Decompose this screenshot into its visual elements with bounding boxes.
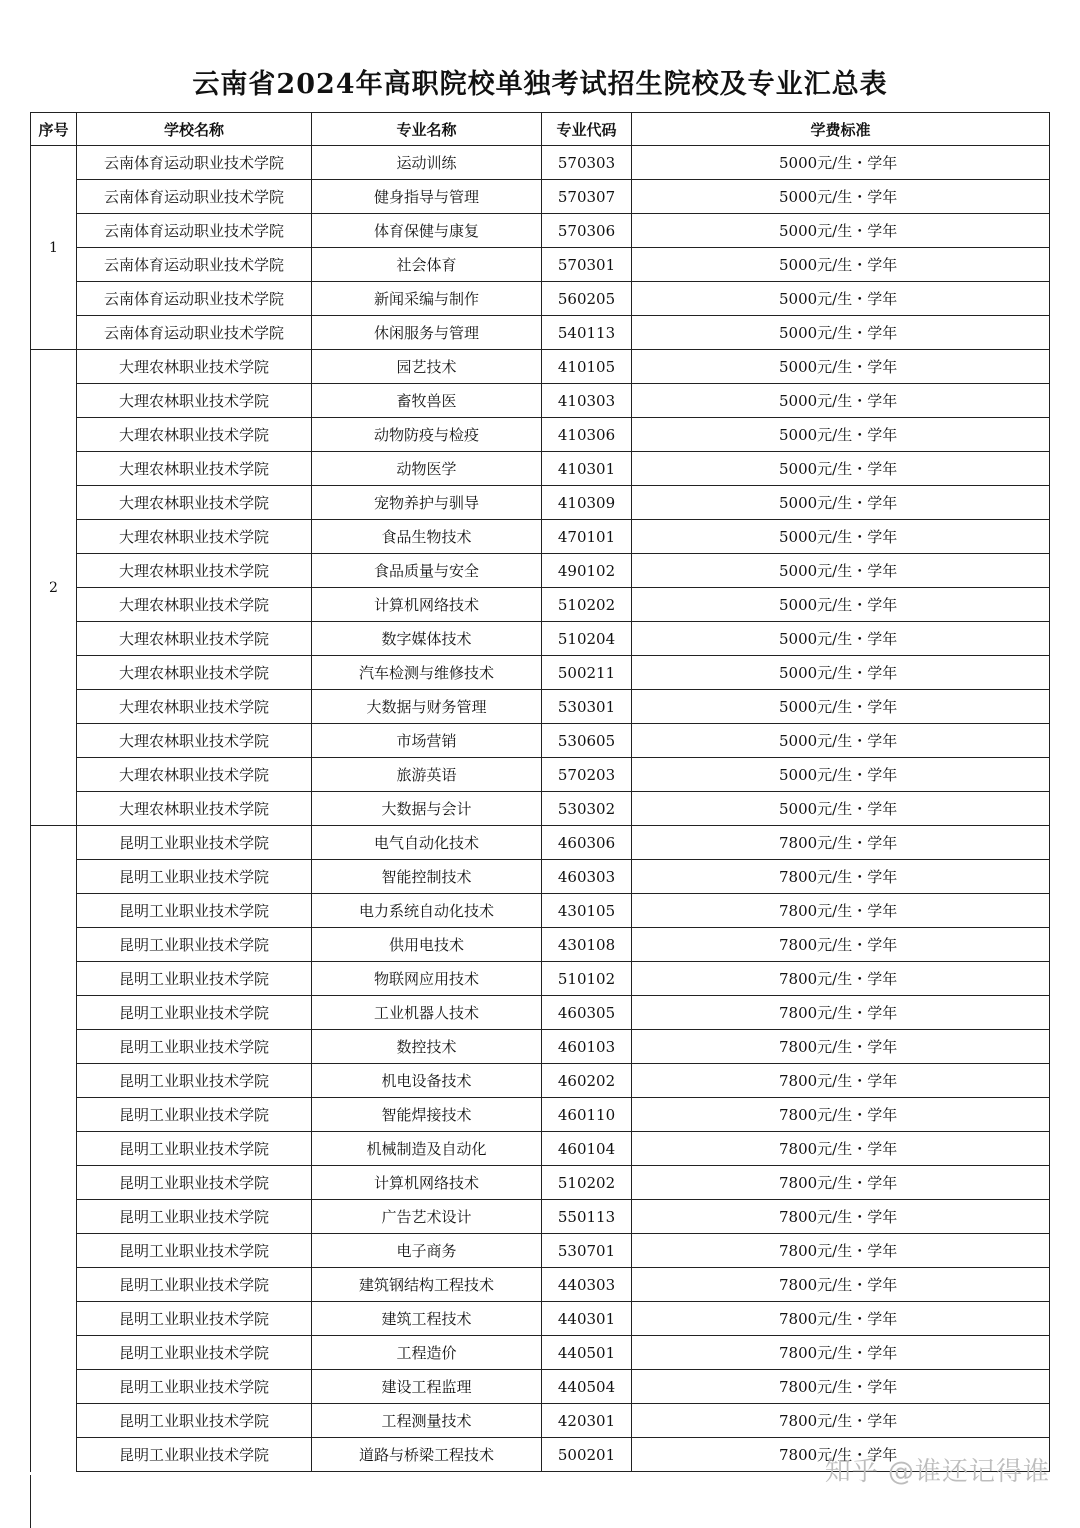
table-row: [31, 962, 1050, 996]
table-row: [31, 214, 1050, 248]
major-cell: 园艺技术: [312, 350, 542, 384]
code-cell: 430108: [542, 928, 632, 962]
school-cell: 大理农林职业技术学院: [77, 622, 312, 656]
table-row: [31, 452, 1050, 486]
table-row: [31, 1200, 1050, 1234]
school-cell: 昆明工业职业技术学院: [77, 1234, 312, 1268]
table-body: [31, 146, 1050, 1472]
fee-cell: 7800元/生・学年: [632, 1370, 1050, 1404]
code-cell: 510204: [542, 622, 632, 656]
school-cell: 大理农林职业技术学院: [77, 520, 312, 554]
fee-cell: 5000元/生・学年: [632, 486, 1050, 520]
fee-cell: 5000元/生・学年: [632, 180, 1050, 214]
school-cell: 昆明工业职业技术学院: [77, 1336, 312, 1370]
major-cell: 宠物养护与驯导: [312, 486, 542, 520]
table-row: [31, 554, 1050, 588]
major-cell: 计算机网络技术: [312, 588, 542, 622]
code-cell: 440303: [542, 1268, 632, 1302]
school-cell: 大理农林职业技术学院: [77, 690, 312, 724]
major-cell: 智能控制技术: [312, 860, 542, 894]
fee-cell: 5000元/生・学年: [632, 792, 1050, 826]
table-row: [31, 418, 1050, 452]
seq-cell: 2: [31, 350, 77, 826]
code-cell: 410303: [542, 384, 632, 418]
fee-cell: 5000元/生・学年: [632, 282, 1050, 316]
fee-cell: 5000元/生・学年: [632, 554, 1050, 588]
code-cell: 460103: [542, 1030, 632, 1064]
code-cell: 460305: [542, 996, 632, 1030]
table-row: [31, 350, 1050, 384]
fee-cell: 5000元/生・学年: [632, 418, 1050, 452]
school-cell: 昆明工业职业技术学院: [77, 996, 312, 1030]
table-row: [31, 656, 1050, 690]
fee-cell: 7800元/生・学年: [632, 1166, 1050, 1200]
table-row: [31, 282, 1050, 316]
school-cell: 大理农林职业技术学院: [77, 656, 312, 690]
code-cell: 500211: [542, 656, 632, 690]
code-cell: 570203: [542, 758, 632, 792]
major-cell: 机电设备技术: [312, 1064, 542, 1098]
table-row: [31, 1336, 1050, 1370]
school-cell: 大理农林职业技术学院: [77, 452, 312, 486]
major-cell: 大数据与财务管理: [312, 690, 542, 724]
fee-cell: 5000元/生・学年: [632, 316, 1050, 350]
code-cell: 560205: [542, 282, 632, 316]
code-cell: 570306: [542, 214, 632, 248]
school-cell: 昆明工业职业技术学院: [77, 1200, 312, 1234]
major-cell: 机械制造及自动化: [312, 1132, 542, 1166]
school-cell: 大理农林职业技术学院: [77, 724, 312, 758]
major-cell: 食品质量与安全: [312, 554, 542, 588]
code-cell: 510202: [542, 588, 632, 622]
school-cell: 大理农林职业技术学院: [77, 588, 312, 622]
table-row: [31, 758, 1050, 792]
school-cell: 云南体育运动职业技术学院: [77, 248, 312, 282]
major-cell: 健身指导与管理: [312, 180, 542, 214]
table-row: [31, 1268, 1050, 1302]
school-cell: 昆明工业职业技术学院: [77, 1268, 312, 1302]
code-cell: 570303: [542, 146, 632, 180]
code-cell: 490102: [542, 554, 632, 588]
code-cell: 460110: [542, 1098, 632, 1132]
code-cell: 430105: [542, 894, 632, 928]
major-cell: 建筑工程技术: [312, 1302, 542, 1336]
school-cell: 昆明工业职业技术学院: [77, 1064, 312, 1098]
major-cell: 电气自动化技术: [312, 826, 542, 860]
fee-cell: 7800元/生・学年: [632, 1200, 1050, 1234]
table-row: [31, 1302, 1050, 1336]
watermark: 知乎 @谁还记得谁: [824, 1457, 1050, 1487]
fee-cell: 7800元/生・学年: [632, 1336, 1050, 1370]
header-seq: 序号: [31, 113, 77, 146]
table-row: [31, 894, 1050, 928]
code-cell: 510102: [542, 962, 632, 996]
school-cell: 昆明工业职业技术学院: [77, 1438, 312, 1472]
major-cell: 智能焊接技术: [312, 1098, 542, 1132]
table-row: [31, 1030, 1050, 1064]
fee-cell: 5000元/生・学年: [632, 248, 1050, 282]
table-row: [31, 826, 1050, 860]
school-cell: 昆明工业职业技术学院: [77, 962, 312, 996]
fee-cell: 7800元/生・学年: [632, 1098, 1050, 1132]
table-row: [31, 1370, 1050, 1404]
school-cell: 昆明工业职业技术学院: [77, 1098, 312, 1132]
fee-cell: 7800元/生・学年: [632, 1234, 1050, 1268]
table-row: [31, 588, 1050, 622]
school-cell: 大理农林职业技术学院: [77, 486, 312, 520]
major-cell: 广告艺术设计: [312, 1200, 542, 1234]
major-cell: 体育保健与康复: [312, 214, 542, 248]
major-cell: 计算机网络技术: [312, 1166, 542, 1200]
code-cell: 460104: [542, 1132, 632, 1166]
code-cell: 530605: [542, 724, 632, 758]
major-cell: 道路与桥梁工程技术: [312, 1438, 542, 1472]
code-cell: 440501: [542, 1336, 632, 1370]
school-cell: 昆明工业职业技术学院: [77, 1404, 312, 1438]
code-cell: 440504: [542, 1370, 632, 1404]
major-cell: 数字媒体技术: [312, 622, 542, 656]
table-header-row: [31, 113, 1050, 146]
table-row: [31, 146, 1050, 180]
school-cell: 昆明工业职业技术学院: [77, 1302, 312, 1336]
school-cell: 云南体育运动职业技术学院: [77, 180, 312, 214]
header-fee: 学费标准: [632, 113, 1050, 146]
fee-cell: 5000元/生・学年: [632, 146, 1050, 180]
fee-cell: 5000元/生・学年: [632, 452, 1050, 486]
major-cell: 大数据与会计: [312, 792, 542, 826]
seq-cell: [31, 826, 77, 1472]
fee-cell: 7800元/生・学年: [632, 1438, 1050, 1472]
code-cell: 570307: [542, 180, 632, 214]
code-cell: 460306: [542, 826, 632, 860]
major-cell: 工程造价: [312, 1336, 542, 1370]
school-cell: 大理农林职业技术学院: [77, 554, 312, 588]
admissions-table: [30, 112, 1050, 1472]
major-cell: 建筑钢结构工程技术: [312, 1268, 542, 1302]
code-cell: 410306: [542, 418, 632, 452]
table-row: [31, 724, 1050, 758]
code-cell: 540113: [542, 316, 632, 350]
table-row: [31, 520, 1050, 554]
fee-cell: 7800元/生・学年: [632, 894, 1050, 928]
fee-cell: 5000元/生・学年: [632, 520, 1050, 554]
school-cell: 昆明工业职业技术学院: [77, 894, 312, 928]
fee-cell: 7800元/生・学年: [632, 1030, 1050, 1064]
page-title: 云南省2024年高职院校单独考试招生院校及专业汇总表: [192, 69, 888, 100]
table-row: [31, 928, 1050, 962]
header-school: 学校名称: [77, 113, 312, 146]
major-cell: 电子商务: [312, 1234, 542, 1268]
school-cell: 昆明工业职业技术学院: [77, 1030, 312, 1064]
school-cell: 昆明工业职业技术学院: [77, 860, 312, 894]
major-cell: 汽车检测与维修技术: [312, 656, 542, 690]
fee-cell: 5000元/生・学年: [632, 588, 1050, 622]
fee-cell: 5000元/生・学年: [632, 214, 1050, 248]
school-cell: 云南体育运动职业技术学院: [77, 146, 312, 180]
code-cell: 550113: [542, 1200, 632, 1234]
seq-cell: 1: [31, 146, 77, 350]
fee-cell: 5000元/生・学年: [632, 384, 1050, 418]
major-cell: 供用电技术: [312, 928, 542, 962]
major-cell: 物联网应用技术: [312, 962, 542, 996]
school-cell: 云南体育运动职业技术学院: [77, 214, 312, 248]
fee-cell: 7800元/生・学年: [632, 1064, 1050, 1098]
table-row: [31, 180, 1050, 214]
major-cell: 市场营销: [312, 724, 542, 758]
seq-column-edge: [30, 1475, 31, 1528]
fee-cell: 7800元/生・学年: [632, 1404, 1050, 1438]
table-row: [31, 996, 1050, 1030]
fee-cell: 5000元/生・学年: [632, 622, 1050, 656]
school-cell: 昆明工业职业技术学院: [77, 928, 312, 962]
table-row: [31, 316, 1050, 350]
table-row: [31, 384, 1050, 418]
fee-cell: 7800元/生・学年: [632, 928, 1050, 962]
header-major: 专业名称: [312, 113, 542, 146]
major-cell: 动物医学: [312, 452, 542, 486]
major-cell: 数控技术: [312, 1030, 542, 1064]
fee-cell: 7800元/生・学年: [632, 860, 1050, 894]
major-cell: 电力系统自动化技术: [312, 894, 542, 928]
fee-cell: 7800元/生・学年: [632, 996, 1050, 1030]
table-row: [31, 1132, 1050, 1166]
school-cell: 昆明工业职业技术学院: [77, 1166, 312, 1200]
school-cell: 大理农林职业技术学院: [77, 384, 312, 418]
table-row: [31, 792, 1050, 826]
major-cell: 运动训练: [312, 146, 542, 180]
school-cell: 大理农林职业技术学院: [77, 418, 312, 452]
table-row: [31, 1064, 1050, 1098]
major-cell: 动物防疫与检疫: [312, 418, 542, 452]
major-cell: 旅游英语: [312, 758, 542, 792]
code-cell: 500201: [542, 1438, 632, 1472]
major-cell: 工程测量技术: [312, 1404, 542, 1438]
code-cell: 530701: [542, 1234, 632, 1268]
code-cell: 530301: [542, 690, 632, 724]
fee-cell: 5000元/生・学年: [632, 690, 1050, 724]
table-row: [31, 1234, 1050, 1268]
table-row: [31, 690, 1050, 724]
table-row: [31, 486, 1050, 520]
code-cell: 530302: [542, 792, 632, 826]
table-row: [31, 1404, 1050, 1438]
school-cell: 云南体育运动职业技术学院: [77, 316, 312, 350]
school-cell: 大理农林职业技术学院: [77, 758, 312, 792]
major-cell: 畜牧兽医: [312, 384, 542, 418]
code-cell: 410301: [542, 452, 632, 486]
table-row: [31, 622, 1050, 656]
school-cell: 昆明工业职业技术学院: [77, 1132, 312, 1166]
fee-cell: 7800元/生・学年: [632, 962, 1050, 996]
code-cell: 470101: [542, 520, 632, 554]
code-cell: 460303: [542, 860, 632, 894]
code-cell: 460202: [542, 1064, 632, 1098]
fee-cell: 7800元/生・学年: [632, 1268, 1050, 1302]
major-cell: 休闲服务与管理: [312, 316, 542, 350]
fee-cell: 5000元/生・学年: [632, 758, 1050, 792]
school-cell: 昆明工业职业技术学院: [77, 826, 312, 860]
code-cell: 570301: [542, 248, 632, 282]
code-cell: 410309: [542, 486, 632, 520]
table-row: [31, 860, 1050, 894]
school-cell: 大理农林职业技术学院: [77, 792, 312, 826]
fee-cell: 5000元/生・学年: [632, 724, 1050, 758]
fee-cell: 5000元/生・学年: [632, 350, 1050, 384]
major-cell: 社会体育: [312, 248, 542, 282]
school-cell: 大理农林职业技术学院: [77, 350, 312, 384]
fee-cell: 7800元/生・学年: [632, 1132, 1050, 1166]
table-row: [31, 248, 1050, 282]
code-cell: 410105: [542, 350, 632, 384]
major-cell: 食品生物技术: [312, 520, 542, 554]
school-cell: 昆明工业职业技术学院: [77, 1370, 312, 1404]
code-cell: 510202: [542, 1166, 632, 1200]
code-cell: 420301: [542, 1404, 632, 1438]
fee-cell: 5000元/生・学年: [632, 656, 1050, 690]
major-cell: 建设工程监理: [312, 1370, 542, 1404]
fee-cell: 7800元/生・学年: [632, 826, 1050, 860]
code-cell: 440301: [542, 1302, 632, 1336]
fee-cell: 7800元/生・学年: [632, 1302, 1050, 1336]
header-code: 专业代码: [542, 113, 632, 146]
major-cell: 新闻采编与制作: [312, 282, 542, 316]
table-row: [31, 1166, 1050, 1200]
school-cell: 云南体育运动职业技术学院: [77, 282, 312, 316]
table-row: [31, 1098, 1050, 1132]
major-cell: 工业机器人技术: [312, 996, 542, 1030]
